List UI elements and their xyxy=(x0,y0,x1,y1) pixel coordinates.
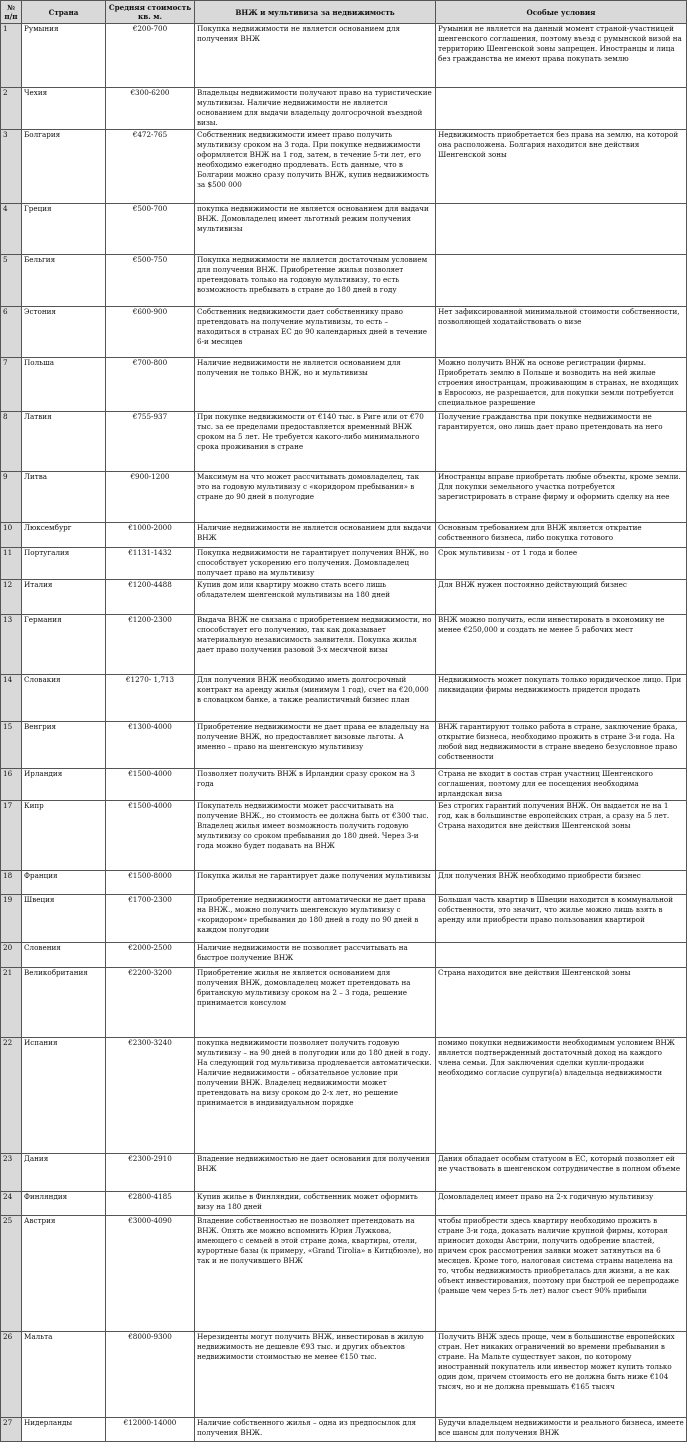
table-row xyxy=(1,204,687,255)
visa-info: Покупка недвижимости не является основанием для получения ВНЖ xyxy=(195,24,436,88)
visa-info: При покупке недвижимости от €140 тыс. в Риге или от €70 тыс. за ее пределами предоставляется временный ВНЖ сроком на 5 лет. Не требуется какого-либо минимального срока проживания в стране xyxy=(195,412,436,472)
special-conditions: Без строгих гарантий получения ВНЖ. Он выдается не на 1 год, как в большинстве европейских стран, а сразу на 5 лет. Страна находится вне действия Шенгенской зоны xyxy=(436,801,687,871)
special-conditions: чтобы приобрести здесь квартиру необходимо прожить в стране 3-и года, доказать наличие крупной фирмы, которая приносит доходы Австрии, получить одобрение властей, причем срок рассмотрения заявки может затянуться на 6 месяцев. Кроме того, налоговая система страны нацелена на то, чтобы недвижимость приобреталась для жизни, а не как объект инвестирования, поэтому при быстрой ее перепродаже (раньше чем через 5-ть лет) налог съест 90% прибыли xyxy=(436,1216,687,1332)
row-number: 10 xyxy=(1,523,22,548)
table-row xyxy=(1,1192,687,1216)
special-conditions: Румыния не является на данный момент страной-участницей шенгенского соглашения, поэтому въезд с румынской визой на территорию Шенгенской зоны запрещен. Иностранцы и лица без гражданства не имеют права покупать землю xyxy=(436,24,687,88)
row-number: 25 xyxy=(1,1216,22,1332)
special-conditions: Иностранцы вправе приобретать любые объекты, кроме земли. Для покупки земельного участка потребуется зарегистрировать в стране фирму и оформить сделку на нее xyxy=(436,472,687,523)
visa-info: Владение собственностью не позволяет претендовать на ВНЖ. Опять же можно вспомнить Юрия Лужкова, имеющего с семьей в этой стране дома, квартиры, отели, курортные базы (к примеру, «Grand Tirolia» в Китцбюэле), но так и не получившего ВНЖ xyxy=(195,1216,436,1332)
visa-info: Для получения ВНЖ необходимо иметь долгосрочный контракт на аренду жилья (минимум 1 год), счет на €20,000 в словацком банке, а также реалистичный бизнес план xyxy=(195,675,436,722)
price-range: €1200-4488 xyxy=(106,580,195,615)
country-name: Бельгия xyxy=(22,255,106,307)
row-number: 19 xyxy=(1,895,22,943)
header-price: Средняя стоимость кв. м. xyxy=(106,1,195,24)
price-range: €500-750 xyxy=(106,255,195,307)
price-range: €3000-4090 xyxy=(106,1216,195,1332)
special-conditions: Получение гражданства при покупке недвижимости не гарантируется, оно лишь дает право претендовать на него xyxy=(436,412,687,472)
visa-info: Наличие недвижимости не является основанием для выдачи ВНЖ xyxy=(195,523,436,548)
table-row xyxy=(1,1154,687,1192)
price-range: €1700-2300 xyxy=(106,895,195,943)
special-conditions: Для ВНЖ нужен постоянно действующий бизнес xyxy=(436,580,687,615)
special-conditions: ВНЖ можно получить, если инвестировать в экономику не менее €250,000 и создать не менее 5 рабочих мест xyxy=(436,615,687,675)
table-row xyxy=(1,548,687,580)
country-name: Дания xyxy=(22,1154,106,1192)
header-visa: ВНЖ и мультивиза за недвижимость xyxy=(195,1,436,24)
visa-info: Выдача ВНЖ не связана с приобретением недвижимости, но способствует его получению, так как доказывает материальную независимость заявителя. Покупка жилья дает право получения разовой 3-х месячной визы xyxy=(195,615,436,675)
price-range: €12000-14000 xyxy=(106,1418,195,1442)
visa-info: Максимум на что может рассчитывать домовладелец, так это на годовую мультивизу с «коридором пребывания» в стране до 90 дней в полугодие xyxy=(195,472,436,523)
visa-info: Купив дом или квартиру можно стать всего лишь обладателем шенгенской мультивизы на 180 дней xyxy=(195,580,436,615)
row-number: 13 xyxy=(1,615,22,675)
header-country: Страна xyxy=(22,1,106,24)
price-range: €472-765 xyxy=(106,130,195,204)
table-row xyxy=(1,722,687,769)
country-name: Литва xyxy=(22,472,106,523)
country-name: Эстония xyxy=(22,307,106,358)
special-conditions: Получить ВНЖ здесь проще, чем в большинстве европейских стран. Нет никаких ограничений во времени пребывания в стране. На Мальте существует закон, по которому иностранный покупатель или инвестор может купить только один дом, причем стоимость его не должна быть ниже €104 тысяч, но и не должна превышать €165 тысяч xyxy=(436,1332,687,1418)
special-conditions xyxy=(436,255,687,307)
special-conditions: Недвижимость может покупать только юридическое лицо. При ликвидации фирмы недвижимость придется продать xyxy=(436,675,687,722)
table-row xyxy=(1,307,687,358)
visa-info: Покупка жилья не гарантирует даже получения мультивизы xyxy=(195,871,436,895)
price-range: €2300-3240 xyxy=(106,1038,195,1154)
country-name: Португалия xyxy=(22,548,106,580)
country-name: Болгария xyxy=(22,130,106,204)
visa-info: Владение недвижимостью не дает основания для получения ВНЖ xyxy=(195,1154,436,1192)
special-conditions: Срок мультивизы - от 1 года и более xyxy=(436,548,687,580)
price-range: €300-6200 xyxy=(106,88,195,130)
table-row xyxy=(1,943,687,968)
table-row xyxy=(1,412,687,472)
table-row xyxy=(1,130,687,204)
visa-info: Покупка недвижимости не гарантирует получения ВНЖ, но способствует ускорению его получения. Домовладелец получает право на мультивизу xyxy=(195,548,436,580)
table-row xyxy=(1,769,687,801)
row-number: 26 xyxy=(1,1332,22,1418)
visa-info: Приобретение недвижимости автоматически не дает права на ВНЖ., можно получить шенгенскую мультивизу с «коридором» пребывания до 180 дней в году по 90 дней в каждом полугодии xyxy=(195,895,436,943)
visa-info: покупка недвижимости позволяет получить годовую мультивизу – на 90 дней в полугодии или до 180 дней в году. На следующий год мультивиза продлевается автоматически. Наличие недвижимости – обязательное условие при получении ВНЖ. Владелец недвижимости может претендовать на визу сроком до 2-х лет, но решение принимается в индивидуальном порядке xyxy=(195,1038,436,1154)
table-row xyxy=(1,358,687,412)
row-number: 21 xyxy=(1,968,22,1038)
country-name: Греция xyxy=(22,204,106,255)
country-name: Австрия xyxy=(22,1216,106,1332)
row-number: 14 xyxy=(1,675,22,722)
row-number: 1 xyxy=(1,24,22,88)
visa-info: покупка недвижимости не является основанием для выдачи ВНЖ. Домовладелец имеет льготный режим получения мультивизы xyxy=(195,204,436,255)
visa-info: Покупка недвижимости не является достаточным условием для получения ВНЖ. Приобретение жилья позволяет претендовать только на годовую мультивизу, то есть возможность пребывать в стране до 180 дней в году xyxy=(195,255,436,307)
country-name: Великобритания xyxy=(22,968,106,1038)
price-range: €500-700 xyxy=(106,204,195,255)
row-number: 5 xyxy=(1,255,22,307)
special-conditions: Нет зафиксированной минимальной стоимости собственности, позволяющей ходатайствовать о визе xyxy=(436,307,687,358)
country-name: Чехия xyxy=(22,88,106,130)
price-range: €1200-2300 xyxy=(106,615,195,675)
country-name: Венгрия xyxy=(22,722,106,769)
country-name: Финляндия xyxy=(22,1192,106,1216)
visa-info: Позволяет получить ВНЖ в Ирландии сразу сроком на 3 года xyxy=(195,769,436,801)
country-name: Словакия xyxy=(22,675,106,722)
special-conditions xyxy=(436,88,687,130)
special-conditions: Для получения ВНЖ необходимо приобрести бизнес xyxy=(436,871,687,895)
table-row xyxy=(1,1216,687,1332)
special-conditions: Будучи владельцем недвижимости и реального бизнеса, имеете все шансы для получения ВНЖ xyxy=(436,1418,687,1442)
row-number: 4 xyxy=(1,204,22,255)
row-number: 16 xyxy=(1,769,22,801)
country-name: Румыния xyxy=(22,24,106,88)
country-name: Испания xyxy=(22,1038,106,1154)
visa-info: Наличие собственного жилья – одна из предпосылок для получения ВНЖ. xyxy=(195,1418,436,1442)
row-number: 7 xyxy=(1,358,22,412)
price-range: €1270- 1,713 xyxy=(106,675,195,722)
visa-info: Наличие недвижимости не позволяет рассчитывать на быстрое получение ВНЖ xyxy=(195,943,436,968)
row-number: 23 xyxy=(1,1154,22,1192)
special-conditions: ВНЖ гарантируют только работа в стране, заключение брака, открытие бизнеса, необходимо прожить в стране 3-и года. На любой вид недвижимости в стране введено безусловное право собственности xyxy=(436,722,687,769)
country-name: Нидерланды xyxy=(22,1418,106,1442)
header-conditions: Особые условия xyxy=(436,1,687,24)
special-conditions: Страна не входит в состав стран участниц Шенгенского соглашения, поэтому для ее посещения необходима ирландская виза xyxy=(436,769,687,801)
row-number: 9 xyxy=(1,472,22,523)
visa-info: Приобретение жилья не является основанием для получения ВНЖ, домовладелец может претендовать на британскую мультивизу сроком на 2 – 3 года, решение принимается консулом xyxy=(195,968,436,1038)
country-name: Франция xyxy=(22,871,106,895)
special-conditions: Можно получить ВНЖ на основе регистрации фирмы. Приобретать землю в Польше и возводить на ней жилые строения иностранцам, проживающим в странах, не входящих в Евросоюз, не разрешается, для покупки земли потребуется специальное разрешение xyxy=(436,358,687,412)
price-range: €2300-2910 xyxy=(106,1154,195,1192)
row-number: 24 xyxy=(1,1192,22,1216)
row-number: 11 xyxy=(1,548,22,580)
table-row xyxy=(1,675,687,722)
row-number: 27 xyxy=(1,1418,22,1442)
special-conditions: Большая часть квартир в Швеции находится в коммунальной собственности, это значит, что жилье можно лишь взять в аренду или приобрести право пользования квартирой xyxy=(436,895,687,943)
special-conditions: Домовладелец имеет право на 2-х годичную мультивизу xyxy=(436,1192,687,1216)
price-range: €200-700 xyxy=(106,24,195,88)
table-row xyxy=(1,871,687,895)
country-name: Германия xyxy=(22,615,106,675)
price-range: €2200-3200 xyxy=(106,968,195,1038)
country-name: Словения xyxy=(22,943,106,968)
table-row xyxy=(1,580,687,615)
country-name: Ирландия xyxy=(22,769,106,801)
row-number: 18 xyxy=(1,871,22,895)
price-range: €755-937 xyxy=(106,412,195,472)
table-body xyxy=(1,24,687,1442)
table-row xyxy=(1,523,687,548)
price-range: €1300-4000 xyxy=(106,722,195,769)
country-name: Люксембург xyxy=(22,523,106,548)
special-conditions xyxy=(436,943,687,968)
table-row xyxy=(1,895,687,943)
special-conditions: Дания обладает особым статусом в ЕС, который позволяет ей не участвовать в шенгенском сотрудничестве в полном объеме xyxy=(436,1154,687,1192)
table-row xyxy=(1,615,687,675)
row-number: 12 xyxy=(1,580,22,615)
country-name: Польша xyxy=(22,358,106,412)
country-name: Швеция xyxy=(22,895,106,943)
table-row xyxy=(1,1332,687,1418)
country-name: Латвия xyxy=(22,412,106,472)
visa-info: Владельцы недвижимости получают право на туристические мультивизы. Наличие недвижимости не является основанием для выдачи владельцу долгосрочной въездной визы. xyxy=(195,88,436,130)
header-row xyxy=(1,1,687,24)
visa-info: Собственник недвижимости дает собственнику право претендовать на получение мультивизы, то есть – находиться в странах ЕС до 90 календарных дней в течение 6-и месяцев xyxy=(195,307,436,358)
row-number: 15 xyxy=(1,722,22,769)
special-conditions: помимо покупки недвижимости необходимым условием ВНЖ является подтвержденный достаточный доход на каждого члена семьи. Для заключения сделки купли-продажи необходимо согласие супруги(а) владельца недвижимости xyxy=(436,1038,687,1154)
visa-info: Нерезиденты могут получить ВНЖ, инвестировав в жилую недвижимость не дешевле €93 тыс. и других объектов недвижимости стоимостью не менее €150 тыс. xyxy=(195,1332,436,1418)
table-row xyxy=(1,24,687,88)
price-range: €700-800 xyxy=(106,358,195,412)
price-range: €1500-4000 xyxy=(106,801,195,871)
row-number: 6 xyxy=(1,307,22,358)
row-number: 22 xyxy=(1,1038,22,1154)
country-name: Кипр xyxy=(22,801,106,871)
price-range: €1131-1432 xyxy=(106,548,195,580)
country-name: Мальта xyxy=(22,1332,106,1418)
price-range: €2000-2500 xyxy=(106,943,195,968)
table-row xyxy=(1,968,687,1038)
price-range: €900-1200 xyxy=(106,472,195,523)
visa-info: Наличие недвижимости не является основанием для получения не только ВНЖ, но и мультивизы xyxy=(195,358,436,412)
table-row xyxy=(1,88,687,130)
special-conditions: Основным требованием для ВНЖ является открытие собственного бизнеса, либо покупка готового xyxy=(436,523,687,548)
visa-info: Купив жилье в Финляндии, собственник может оформить визу на 180 дней xyxy=(195,1192,436,1216)
table-row xyxy=(1,1418,687,1442)
row-number: 8 xyxy=(1,412,22,472)
row-number: 17 xyxy=(1,801,22,871)
country-name: Италия xyxy=(22,580,106,615)
row-number: 2 xyxy=(1,88,22,130)
visa-info: Приобретение недвижимости не дает права ее владельцу на получение ВНЖ, но предоставляет визовые льготы. А именно – право на шенгенскую мультивизу xyxy=(195,722,436,769)
visa-info: Покупатель недвижимости может рассчитывать на получение ВНЖ., но стоимость ее должна быть от €300 тыс. Владелец жилья имеет возможность получить годовую мультивизу со сроком пребывания до 180 дней. Через 3-и года можно будет подавать на ВНЖ xyxy=(195,801,436,871)
row-number: 3 xyxy=(1,130,22,204)
special-conditions xyxy=(436,204,687,255)
visa-info: Собственник недвижимости имеет право получить мультивизу сроком на 3 года. При покупке недвижимости оформляется ВНЖ на 1 год, затем, в течение 5-ти лет, его необходимо ежегодно продлевать. Есть данные, что в Болгарии можно сразу получить ВНЖ, купив недвижимость за $500 000 xyxy=(195,130,436,204)
table-row xyxy=(1,1038,687,1154)
header-number: № п/п xyxy=(1,1,22,24)
price-range: €1000-2000 xyxy=(106,523,195,548)
table-row xyxy=(1,801,687,871)
price-range: €8000-9300 xyxy=(106,1332,195,1418)
special-conditions: Недвижимость приобретается без права на землю, на которой она расположена. Болгария находится вне действия Шенгенской зоны xyxy=(436,130,687,204)
price-range: €600-900 xyxy=(106,307,195,358)
special-conditions: Страна находится вне действия Шенгенской зоны xyxy=(436,968,687,1038)
row-number: 20 xyxy=(1,943,22,968)
price-range: €2800-4185 xyxy=(106,1192,195,1216)
price-range: €1500-4000 xyxy=(106,769,195,801)
table-row xyxy=(1,472,687,523)
table-row xyxy=(1,255,687,307)
price-range: €1500-8000 xyxy=(106,871,195,895)
